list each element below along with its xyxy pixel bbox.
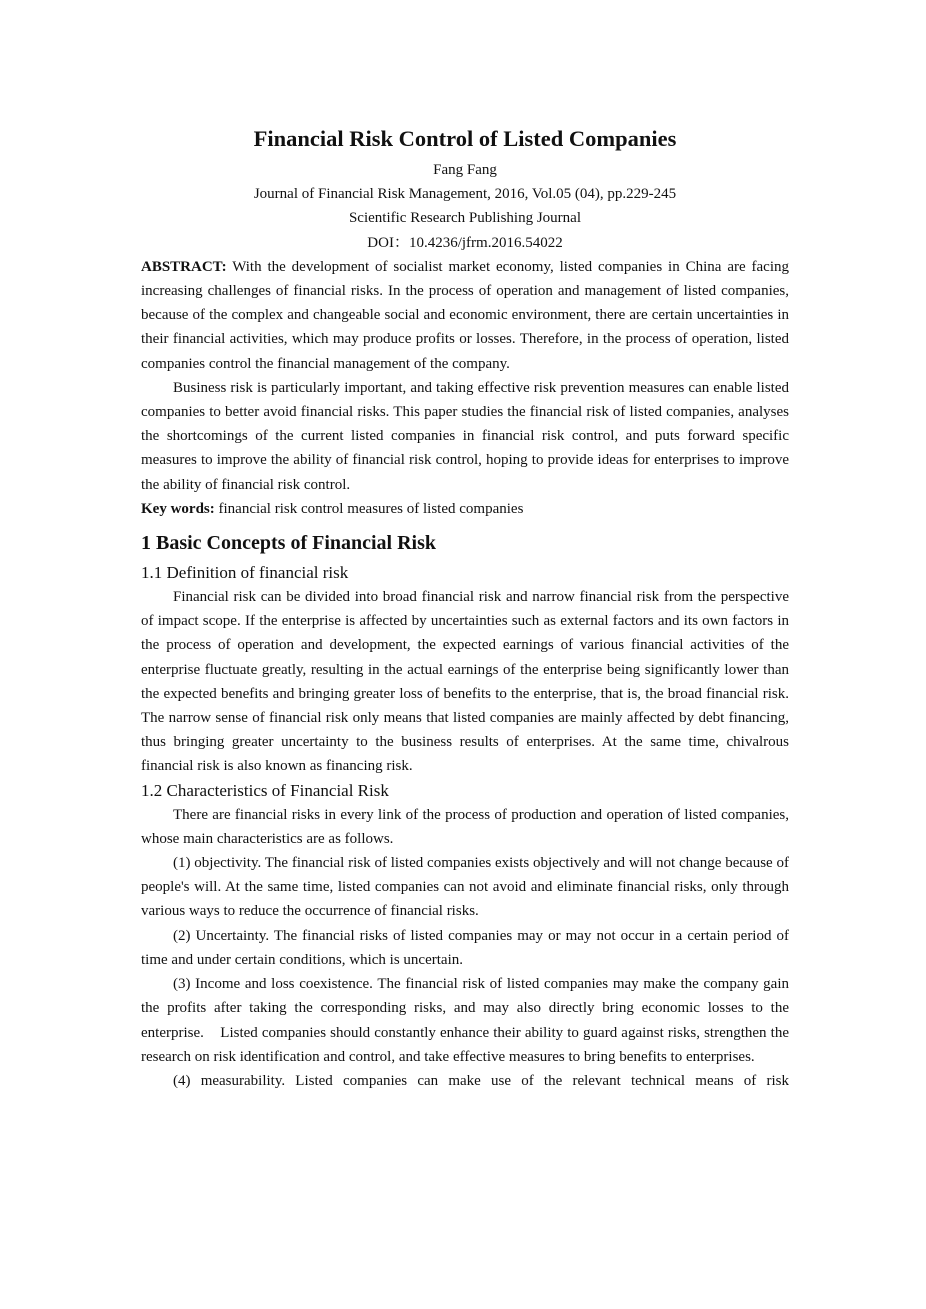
- subsection-heading: 1.1 Definition of financial risk: [141, 563, 349, 583]
- keywords-text: financial risk control measures of listed companies: [214, 500, 524, 517]
- body-paragraph: Financial risk can be divided into broad financial risk and narrow financial risk from the perspective of impact scope. If the enterprise is affected by uncertainties such as external factors and its own factors in the process of operation and development, the expected earnings of various financial activities of the enterprise fluctuate greatly, resulting in the actual earnings of the enterprise being significantly lower than the expected benefits and bringing greater loss of benefits to the enterprise, that is, the broad financial risk. The narrow sense of financial risk only means that listed companies are mainly affected by debt financing, thus bringing greater uncertainty to the business results of enterprises. At the same time, chivalrous financial risk is also known as financing risk.: [141, 589, 789, 775]
- paper-page: [141, 124, 789, 1093]
- subsection-heading: 1.2 Characteristics of Financial Risk: [141, 780, 389, 800]
- journal-citation: Journal of Financial Risk Management, 2016, Vol.05 (04), pp.229-245: [253, 186, 677, 203]
- body-paragraph: There are financial risks in every link of the process of production and operation of listed companies, whose main characteristics are as follows.: [141, 806, 789, 847]
- section-heading: 1 Basic Concepts of Financial Risk: [141, 532, 437, 555]
- keywords-label: Key words:: [141, 500, 215, 517]
- publisher: Scientific Research Publishing Journal: [348, 210, 582, 227]
- keywords: [141, 497, 789, 521]
- paper-title: Financial Risk Control of Listed Companies: [253, 126, 677, 151]
- abstract-paragraph: [141, 255, 789, 376]
- doi: DOI：10.4236/jfrm.2016.54022: [367, 234, 563, 251]
- body-paragraph: (3) Income and loss coexistence. The financial risk of listed companies may make the company gain the profits after taking the corresponding risks, and may also directly bring economic losses to the enterprise. Listed companies should constantly enhance their ability to guard against risks, strengthen the research on risk identification and control, and take effective measures to bring benefits to enterprises.: [141, 976, 789, 1065]
- abstract-paragraph-2: Business risk is particularly important, and taking effective risk prevention measures can enable listed companies to better avoid financial risks. This paper studies the financial risk of listed companies, analyses the shortcomings of the current listed companies in financial risk control, and puts forward specific measures to improve the ability of financial risk control, hoping to provide ideas for enterprises to improve the ability of financial risk control.: [141, 379, 789, 493]
- body-paragraph: (1) objectivity. The financial risk of listed companies exists objectively and will not change because of people's will. At the same time, listed companies can not avoid and eliminate financial risks, only through various ways to reduce the occurrence of financial risks.: [141, 855, 789, 920]
- abstract-text: With the development of socialist market economy, listed companies in China are facing increasing challenges of financial risks. In the process of operation and management of listed companies, because of the complex and changeable social and economic environment, there are certain uncertainties in their financial activities, which may produce profits or losses. Therefore, in the process of operation, listed companies control the financial management of the company.: [141, 258, 789, 372]
- body-paragraph: (4) measurability. Listed companies can make use of the relevant technical means of risk: [173, 1072, 789, 1089]
- abstract-label: ABSTRACT:: [141, 258, 227, 275]
- body-paragraph: (2) Uncertainty. The financial risks of listed companies may or may not occur in a certain period of time and under certain conditions, which is uncertain.: [141, 927, 789, 968]
- author: Fang Fang: [433, 162, 497, 178]
